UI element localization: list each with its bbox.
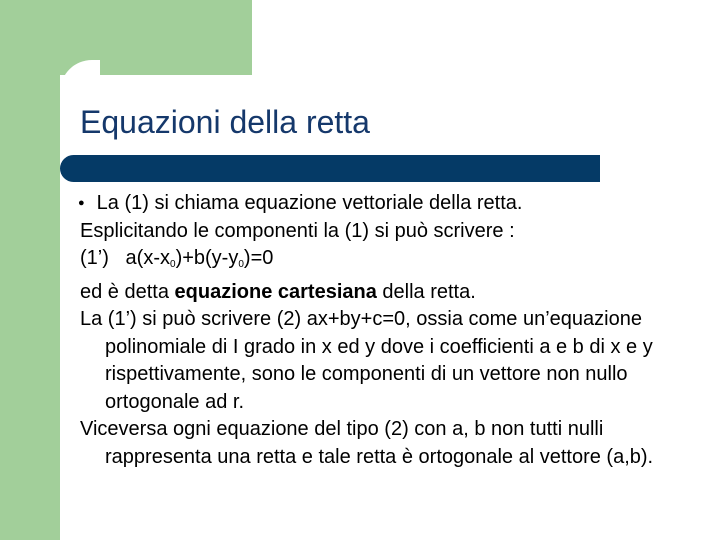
line4-before: ed è detta [80, 280, 175, 303]
slide-title: Equazioni della retta [80, 104, 370, 140]
bullet-icon: ● [78, 197, 85, 209]
slide-body [80, 190, 700, 471]
eq-prefix: (1’) a(x-x [80, 247, 170, 269]
line1-text: La (1) si chiama equazione vettoriale della retta. [96, 192, 523, 214]
equation-line [80, 245, 700, 279]
body-line-2: Esplicitando le componenti la (1) si può scrivere : [80, 219, 515, 242]
body-paragraph-6: Viceversa ogni equazione del tipo (2) con a, b non tutti nulli rappresenta una retta e tale retta è ortogonale al vettore (a,b). [80, 418, 654, 468]
eq-mid: )+b(y-y [175, 247, 239, 269]
line4-after: della retta. [376, 280, 476, 303]
eq-sub1: 0 [170, 259, 176, 270]
body-paragraph-5: La (1’) si può scrivere (2) ax+by+c=0, ossia come un’equazione polinomiale di I grado in x ed y dove i coefficienti a e b di x e y rispettivamente, sono le componenti di un vettore non nullo ortogonale ad r. [80, 308, 653, 413]
body-line-1 [80, 190, 700, 218]
eq-suffix: )=0 [243, 247, 274, 269]
decor-green-left [0, 0, 60, 540]
body-line-4 [80, 279, 700, 307]
title-underline-bar [60, 155, 600, 182]
eq-sub2: 0 [238, 259, 244, 270]
line4-bold: equazione cartesiana [174, 280, 377, 303]
